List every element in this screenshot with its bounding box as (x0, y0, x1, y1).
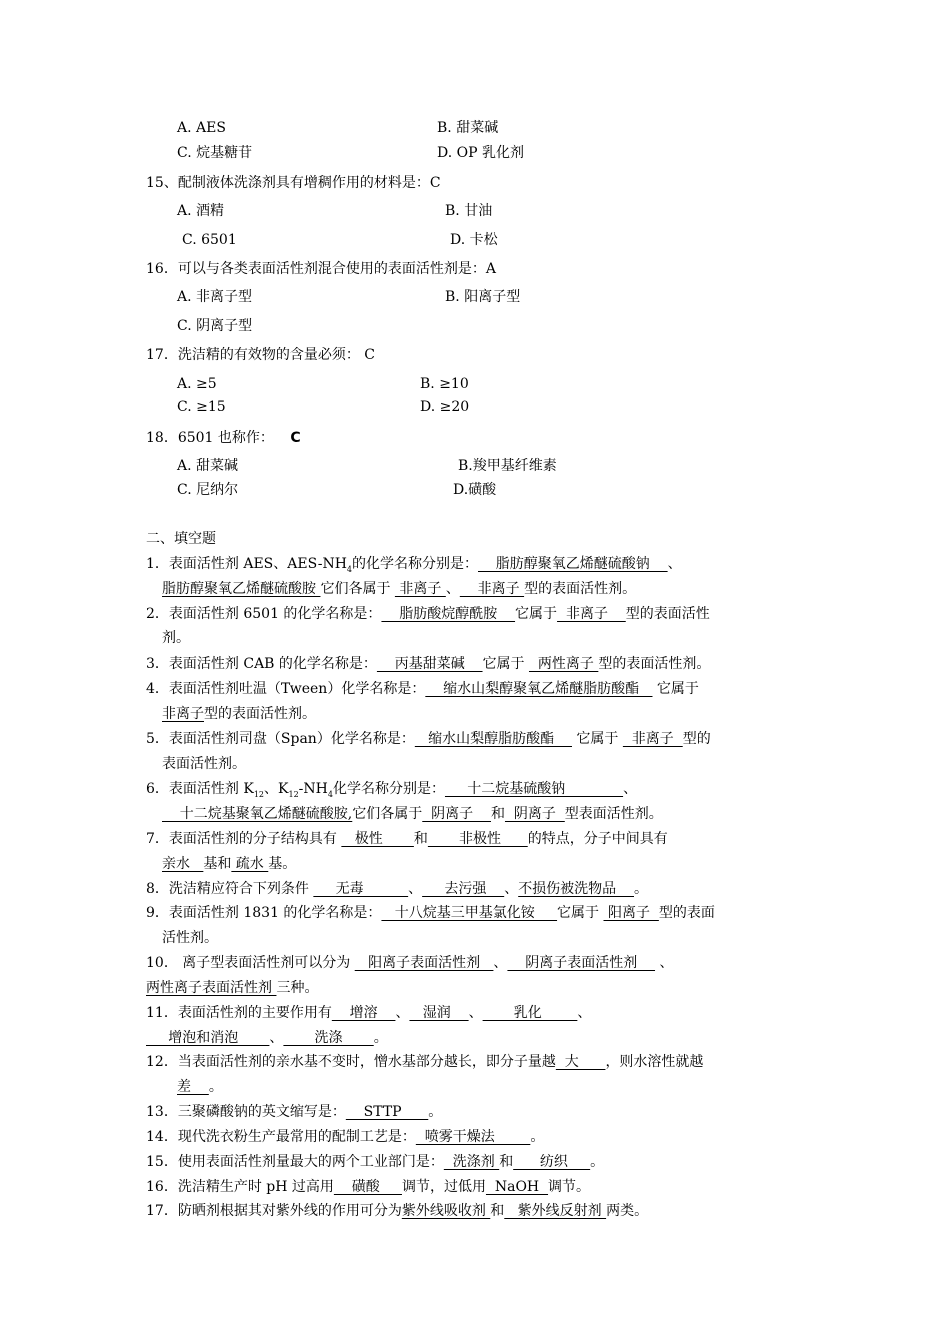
answer-blank: 非极性 (427, 831, 528, 847)
text: ，则水溶性就越 (605, 1054, 704, 1070)
answer-blank: 增溶 (331, 1005, 396, 1021)
answer-blank: NaOH (485, 1179, 549, 1195)
fill-q12-line1 (146, 1052, 703, 1072)
answer-blank: 阴离子 (422, 806, 491, 822)
text: 。 (590, 1154, 605, 1170)
text: 它属于 (482, 656, 529, 672)
text: 、 (623, 781, 638, 797)
text: 、 (504, 881, 519, 897)
text: 它属于 (571, 731, 623, 747)
answer-blank: 缩水山梨醇脂肪酸酯 (414, 731, 572, 747)
answer-blank: 非离子 (557, 606, 626, 622)
q17-question: 17．洗洁精的有效物的含量必须： C (146, 347, 375, 363)
answer-blank: 十二烷基聚氧乙烯醚硫酸胺, (162, 806, 353, 822)
fill-q16-line1 (146, 1177, 590, 1197)
text: 两类。 (606, 1203, 649, 1219)
q14-option-b: B. 甜菜碱 (437, 120, 499, 136)
answer-blank: 脂肪醇聚氧乙烯醚硫酸钠 (478, 556, 668, 572)
text: 13．三聚磷酸钠的英文缩写是： (146, 1104, 346, 1120)
answer-blank: 大 (555, 1054, 606, 1070)
answer-blank: 差 (177, 1079, 209, 1095)
fill-q10-line2 (146, 978, 318, 998)
text: 10． 离子型表面活性剂可以分为 (146, 955, 355, 971)
q16-option-c: C. 阴离子型 (177, 318, 253, 334)
fill-q6-line2 (162, 804, 663, 824)
subscript: 4 (346, 565, 352, 574)
answer-blank: 脂肪醇聚氧乙烯醚硫酸胺 (162, 581, 321, 597)
q14-option-d: D. OP 乳化剂 (437, 145, 524, 161)
text: 型的表面 (658, 905, 715, 921)
fill-q3-line1 (146, 654, 710, 674)
q18-option-a: A. 甜菜碱 (177, 458, 239, 474)
q17-option-a: A. ≥5 (177, 376, 217, 392)
q15-option-d: D. 卡松 (450, 232, 498, 248)
answer-blank: 阴离子表面活性剂 (507, 955, 656, 971)
text: 。 (530, 1129, 545, 1145)
fill-q12-line2 (177, 1077, 223, 1097)
fill-q9-line1 (146, 903, 715, 923)
section-title-fill-in: 二、填空题 (146, 531, 216, 547)
text: 型的表面活性 (625, 606, 710, 622)
text: 12．当表面活性剂的亲水基不变时，憎水基部分越长，即分子量越 (146, 1054, 556, 1070)
answer-blank: 阴离子 (504, 806, 565, 822)
answer-blank: 丙基甜菜碱 (376, 656, 483, 672)
text: 三种。 (276, 980, 319, 996)
answer-blank: 纺织 (513, 1154, 591, 1170)
answer-blank: 喷雾干燥法 (415, 1129, 531, 1145)
text: 型的 (682, 731, 711, 747)
text: 。 (634, 881, 648, 897)
fill-q2-line2: 剂。 (162, 630, 190, 646)
answer-blank: 无毒 (313, 881, 409, 897)
text: 15．使用表面活性剂量最大的两个工业部门是： (146, 1154, 444, 1170)
text: 。 (208, 1079, 223, 1095)
q16-option-a: A. 非离子型 (177, 289, 253, 305)
fill-q10-line1 (146, 953, 673, 973)
answer-blank: 疏水 (231, 856, 269, 872)
text: 型的表面活性剂。 (598, 656, 711, 672)
text: 、 (445, 581, 460, 597)
answer-blank: 非离子 (162, 706, 204, 722)
q15-question: 15、配制液体洗涤剂具有增稠作用的材料是：C (146, 175, 441, 191)
fill-q14-line1 (146, 1127, 544, 1147)
fill-q15-line1 (146, 1152, 604, 1172)
q16-question: 16．可以与各类表面活性剂混合使用的表面活性剂是：A (146, 261, 496, 277)
text: 16．洗洁精生产时 pH 过高用 (146, 1179, 334, 1195)
q15-option-c: C. 6501 (182, 232, 237, 248)
answer-blank: 阳离子表面活性剂 (354, 955, 494, 971)
answer-blank: 湿润 (409, 1005, 469, 1021)
subscript: 4 (327, 790, 333, 799)
text: 、 (655, 955, 674, 971)
text: 8．洗洁精应符合下列条件 (146, 881, 314, 897)
q18-option-b: B.羧甲基纤维素 (458, 458, 557, 474)
text: 化学名称分别是： (332, 781, 445, 797)
q15-option-a: A. 酒精 (177, 203, 225, 219)
fill-q8-line1 (146, 879, 648, 899)
q18-label: 18．6501 也称作： (146, 430, 274, 446)
answer-blank: 洗涤 (283, 1030, 374, 1046)
answer-blank: 增泡和消泡 (146, 1030, 270, 1046)
text: 它属于 (557, 905, 604, 921)
answer-blank: 磺酸 (333, 1179, 402, 1195)
text: 基和 (203, 856, 232, 872)
q18-option-d: D.磺酸 (453, 482, 497, 498)
text: 2．表面活性剂 6501 的化学名称是： (146, 606, 382, 622)
text: 。 (428, 1104, 443, 1120)
text: 它们各属于 (352, 806, 423, 822)
q14-option-c: C. 烷基糖苷 (177, 145, 253, 161)
answer-blank: 乳化 (482, 1005, 578, 1021)
answer-blank: 非离子 (622, 731, 683, 747)
text: 、 (493, 955, 508, 971)
q18-question (146, 428, 301, 448)
answer-blank: 缩水山梨醇聚氧乙烯醚脂肪酸酯 (425, 681, 653, 697)
fill-q4-line1 (146, 679, 699, 699)
fill-q6-line1 (146, 779, 637, 805)
subscript: 12 (253, 790, 265, 799)
text: 调节。 (548, 1179, 591, 1195)
answer-blank: 极性 (341, 831, 414, 847)
text: 的化学名称分别是： (352, 556, 478, 572)
answer-blank: 紫外线反射剂 (504, 1203, 607, 1219)
fill-q5-line2: 表面活性剂。 (162, 756, 246, 772)
fill-q1-line1 (146, 554, 682, 580)
text: 和 (490, 1203, 505, 1219)
text: 、 (395, 1005, 410, 1021)
fill-q5-line1 (146, 729, 711, 749)
text: 、 (667, 556, 682, 572)
fill-q9-line2: 活性剂。 (162, 930, 218, 946)
text: 的特点，分子中间具有 (527, 831, 668, 847)
text: 它属于 (652, 681, 699, 697)
answer-blank: 紫外线吸收剂 (401, 1203, 491, 1219)
q17-option-d: D. ≥20 (420, 399, 470, 415)
answer-blank: 两性离子 (528, 656, 599, 672)
text: 、 (468, 1005, 483, 1021)
answer-blank: 亲水 (162, 856, 204, 872)
fill-q17-line1 (146, 1201, 648, 1221)
answer-blank: 阳离子 (603, 905, 659, 921)
text: 和 (413, 831, 428, 847)
text: 调节，过低用 (401, 1179, 486, 1195)
text: 1．表面活性剂 AES、AES-NH (146, 556, 347, 572)
q15-option-b: B. 甘油 (445, 203, 493, 219)
text: 它属于 (515, 606, 558, 622)
text: 和 (490, 806, 505, 822)
text: 型的表面活性剂。 (204, 706, 316, 722)
subscript: 12 (288, 790, 299, 799)
text: 型的表面活性剂。 (524, 581, 637, 597)
fill-q11-line2 (146, 1028, 388, 1048)
answer-blank: 两性离子表面活性剂 (146, 980, 277, 996)
text: 、 (577, 1005, 592, 1021)
answer-blank: 十八烷基三甲基氯化铵 (381, 905, 558, 921)
text: 、 (269, 1030, 284, 1046)
q16-option-b: B. 阳离子型 (445, 289, 521, 305)
text: 和 (499, 1154, 514, 1170)
answer-blank: 非离子 (459, 581, 525, 597)
q18-answer: C (290, 430, 301, 446)
text: 5．表面活性剂司盘（Span）化学名称是： (146, 731, 415, 747)
q17-option-c: C. ≥15 (177, 399, 226, 415)
answer-blank: STTP (345, 1104, 429, 1120)
q17-option-b: B. ≥10 (420, 376, 469, 392)
answer-blank: 不损伤被洗物品 (518, 881, 634, 897)
text: 7．表面活性剂的分子结构具有 (146, 831, 342, 847)
text: 17．防晒剂根据其对紫外线的作用可分为 (146, 1203, 402, 1219)
text: 11．表面活性剂的主要作用有 (146, 1005, 332, 1021)
text: 它们各属于 (320, 581, 395, 597)
fill-q11-line1 (146, 1003, 591, 1023)
text: 基。 (268, 856, 297, 872)
text: 、 (408, 881, 423, 897)
text: 4．表面活性剂吐温（Tween）化学名称是： (146, 681, 426, 697)
text: 、K (264, 781, 289, 797)
text: 3．表面活性剂 CAB 的化学名称是： (146, 656, 377, 672)
text: 。 (373, 1030, 388, 1046)
fill-q13-line1 (146, 1102, 442, 1122)
text: 14．现代洗衣粉生产最常用的配制工艺是： (146, 1129, 416, 1145)
q18-option-c: C. 尼纳尔 (177, 482, 239, 498)
answer-blank: 洗涤剂 (443, 1154, 500, 1170)
fill-q7-line2 (162, 854, 296, 874)
fill-q2-line1 (146, 604, 710, 624)
text: -NH (298, 781, 328, 797)
fill-q7-line1 (146, 829, 668, 849)
answer-blank: 去污强 (422, 881, 505, 897)
text: 型表面活性剂。 (564, 806, 663, 822)
text: 6．表面活性剂 K (146, 781, 254, 797)
answer-blank: 非离子 (394, 581, 446, 597)
fill-q4-line2 (162, 704, 316, 724)
fill-q1-line2 (162, 579, 636, 599)
q14-option-a: A. AES (177, 120, 226, 136)
answer-blank: 十二烷基硫酸钠 (444, 781, 624, 797)
answer-blank: 脂肪酸烷醇酰胺 (381, 606, 516, 622)
text: 9．表面活性剂 1831 的化学名称是： (146, 905, 382, 921)
